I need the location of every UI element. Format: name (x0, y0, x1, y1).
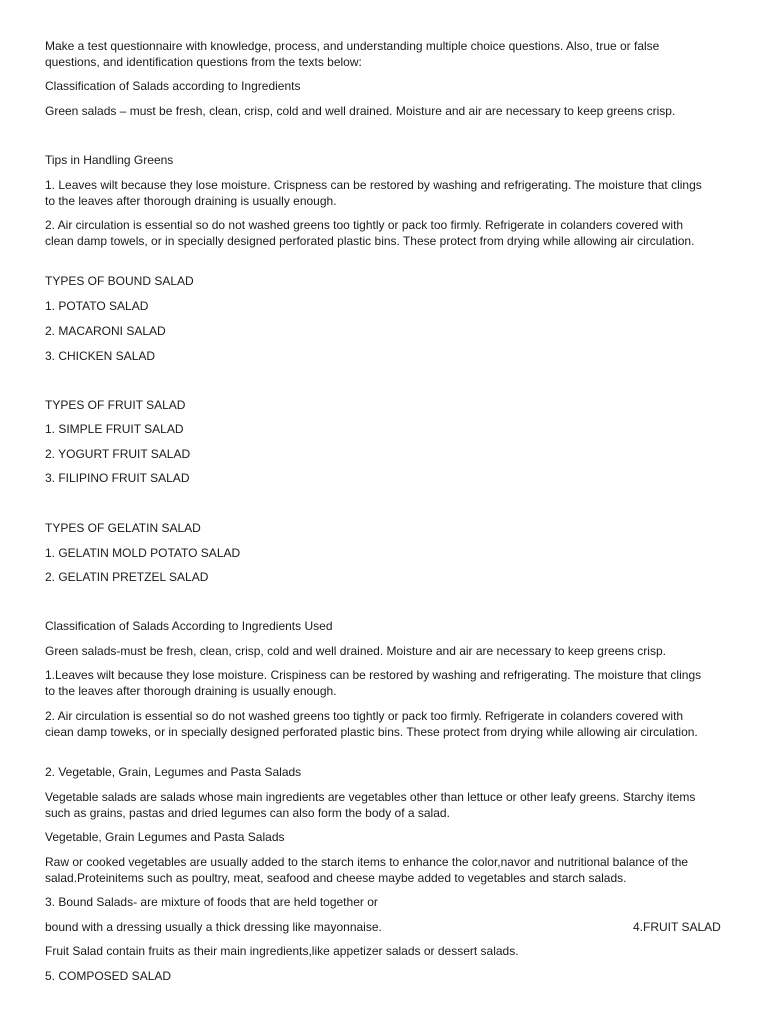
list-item: 2. GELATIN PRETZEL SALAD (45, 570, 209, 584)
section-heading: 5. COMPOSED SALAD (45, 969, 172, 983)
list-item: 1. POTATO SALAD (45, 299, 149, 313)
list-item: 2. Air circulation is essential so do not washed greens too tightly or pack too firmly. Refrigerate in colanders covered with clean damp towels, or in specially designed perforated plastic bins. These protect from drying while allowing air circulation. (45, 218, 695, 248)
section-heading: Tips in Handling Greens (45, 153, 174, 167)
list-item: 3. FILIPINO FRUIT SALAD (45, 471, 190, 485)
list-item: 2. MACARONI SALAD (45, 324, 166, 338)
list-item: 1. GELATIN MOLD POTATO SALAD (45, 546, 241, 560)
section-heading: 2. Vegetable, Grain, Legumes and Pasta Salads (45, 765, 302, 779)
paragraph: Green salads-must be fresh, clean, crisp, cold and well drained. Moisture and air are necessary to keep greens crisp. (45, 644, 666, 658)
section-heading: Classification of Salads according to Ingredients (45, 79, 301, 93)
list-item: 1. SIMPLE FRUIT SALAD (45, 422, 184, 436)
list-item: 3. CHICKEN SALAD (45, 349, 156, 363)
paragraph: 3. Bound Salads- are mixture of foods that are held together or (45, 895, 378, 909)
paragraph: Vegetable salads are salads whose main ingredients are vegetables other than lettuce or other leafy greens. Starchy items such as grains, pastas and dried legumes can also form the body of a salad. (45, 790, 696, 820)
paragraph: 2. Air circulation is essential so do not washed greens too tightly or pack too firmly. Refrigerate in colanders covered with ciean damp toweks, or in specially designed perforated plastic bins. These protect from drying while allowing air circulation. (45, 709, 698, 739)
side-heading: 4.FRUIT SALAD (633, 920, 721, 934)
paragraph: 1.Leaves wilt because they lose moisture. Crispiness can be restored by washing and refrigerating. The moisture that clings to the leaves after thorough draining is usually enough. (45, 668, 702, 698)
paragraph: Raw or cooked vegetables are usually added to the starch items to enhance the color,navor and nutritional balance of the salad.Proteinitems such as poultry, meat, seafood and cheese maybe added to vegetables and starch salads. (45, 855, 689, 885)
list-item: 2. YOGURT FRUIT SALAD (45, 447, 191, 461)
paragraph: Fruit Salad contain fruits as their main ingredients,like appetizer salads or dessert salads. (45, 944, 519, 958)
paragraph: bound with a dressing usually a thick dressing like mayonnaise. (45, 920, 382, 934)
paragraph: Green salads – must be fresh, clean, crisp, cold and well drained. Moisture and air are necessary to keep greens crisp. (45, 104, 676, 118)
section-heading: TYPES OF BOUND SALAD (45, 274, 194, 288)
section-heading: Classification of Salads According to Ingredients Used (45, 619, 333, 633)
section-heading: Vegetable, Grain Legumes and Pasta Salads (45, 830, 285, 844)
section-heading: TYPES OF FRUIT SALAD (45, 398, 186, 412)
list-item: 1. Leaves wilt because they lose moisture. Crispness can be restored by washing and refrigerating. The moisture that clings to the leaves after thorough draining is usually enough. (45, 178, 702, 208)
instruction-paragraph: Make a test questionnaire with knowledge, process, and understanding multiple choice questions. Also, true or false questions, and identification questions from the texts below: (45, 39, 660, 69)
section-heading: TYPES OF GELATIN SALAD (45, 521, 201, 535)
